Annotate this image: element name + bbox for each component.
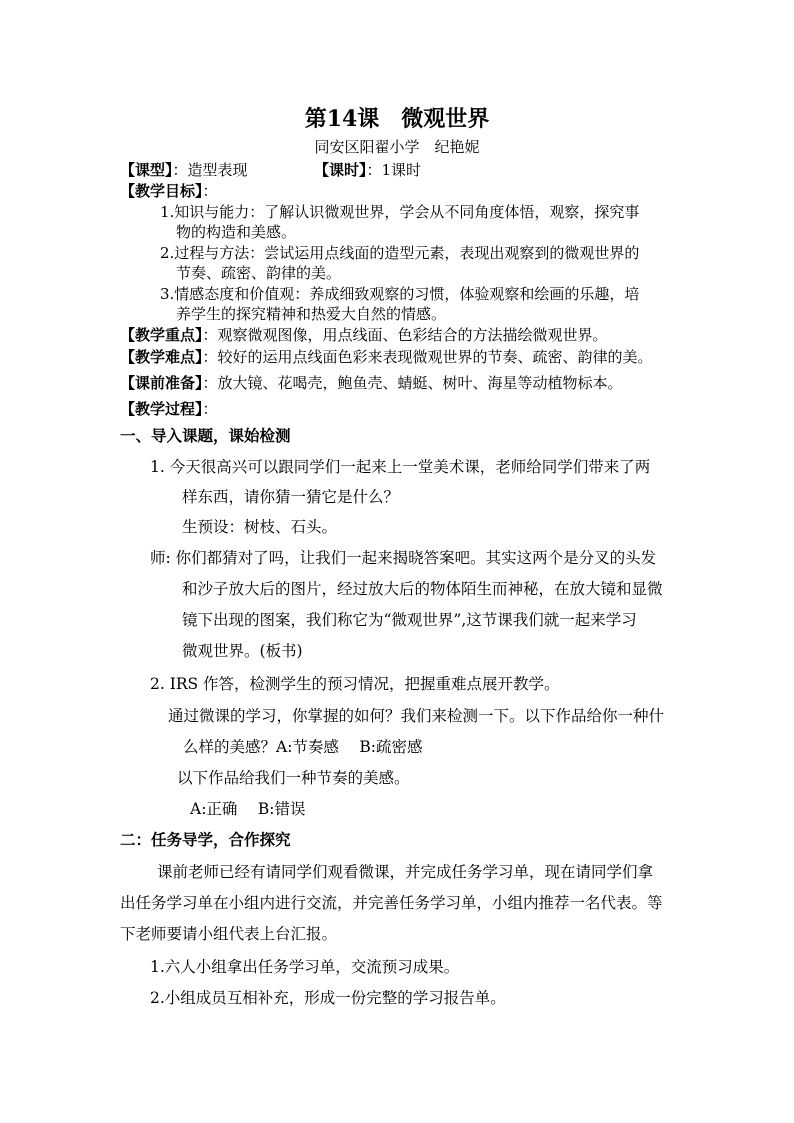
key-point-value: ：观察微观图像，用点线面、色彩结合的方法描绘微观世界。 (202, 326, 608, 344)
objective-2-line-a: 2.过程与方法：尝试运用点线面的造型元素，表现出观察到的微观世界的 (160, 244, 640, 262)
lesson-type-line (120, 160, 248, 180)
paragraph-1-line-b: 样东西，请你猜一猜它是什么？ (182, 488, 400, 506)
section-1-heading: 一、导入课题，课始检测 (120, 426, 291, 445)
process-line (120, 399, 218, 419)
paragraph-1-line-c: 生预设：树枝、石头。 (182, 518, 338, 536)
process-label: 【教学过程】 (120, 400, 203, 418)
section-2-heading: 二：任务导学，合作探究 (120, 830, 291, 849)
objectives-line (120, 181, 218, 201)
objective-2-line-b: 节奏、疏密、韵律的美。 (176, 264, 342, 282)
preparation-value: ：放大镜、花喝壳，鲍鱼壳、蜻蜓、树叶、海星等动植物标本。 (202, 374, 623, 392)
paragraph-2-line-a: 师: 你们都猜对了吗，让我们一起来揭晓答案吧。其实这两个是分叉的头发 (150, 549, 657, 567)
paragraph-4-line-b: 么样的美感？A:节奏感 B:疏密感 (183, 738, 423, 756)
lesson-time-line (314, 160, 421, 180)
objective-3-line-b: 养学生的探究精神和热爱大自然的情感。 (176, 305, 447, 323)
objective-1-line-b: 物的构造和美感。 (176, 223, 297, 241)
objective-3-line-a: 3.情感态度和价值观：养成细致观察的习惯，体验观察和绘画的乐趣，培 (160, 285, 640, 303)
paragraph-5: 以下作品给我们一种节奏的美感。 (177, 769, 410, 787)
paragraph-7-line-b: 出任务学习单在小组内进行交流，并完善任务学习单，小组内推荐一名代表。等 (120, 894, 663, 912)
paragraph-8: 1.六人小组拿出任务学习单，交流预习成果。 (150, 958, 460, 976)
objective-1-line-a: 1.知识与能力：了解认识微观世界，学会从不同角度体悟，观察，探究事 (160, 203, 640, 221)
difficulty-value: ：较好的运用点线面色彩来表现微观世界的节奏、疏密、韵律的美。 (202, 348, 653, 366)
paragraph-6: A:正确 B:错误 (190, 800, 306, 818)
difficulty-line (120, 347, 653, 367)
preparation-label: 【课前准备】 (120, 374, 203, 392)
objectives-label: 【教学目标】 (120, 182, 203, 200)
lesson-type-label: 【课型】 (120, 161, 173, 179)
objectives-colon: ： (202, 182, 218, 200)
paragraph-3: 2. IRS 作答，检测学生的预习情况，把握重难点展开教学。 (150, 675, 560, 693)
lesson-title: 第14课 微观世界 (304, 106, 490, 132)
preparation-line (120, 373, 623, 393)
paragraph-2-line-c: 镜下出现的图案，我们称它为“微观世界”,这节课我们就一起来学习 (182, 611, 637, 629)
key-point-line (120, 325, 608, 345)
paragraph-9: 2.小组成员互相补充，形成一份完整的学习报告单。 (150, 989, 506, 1007)
author-line: 同安区阳翟小学 纪艳妮 (314, 138, 480, 156)
paragraph-4-line-a: 通过微课的学习，你掌握的如何？我们来检测一下。以下作品给你一种什 (168, 707, 665, 725)
paragraph-7-line-c: 下老师要请小组代表上台汇报。 (120, 925, 338, 943)
paragraph-1-line-a: 1. 今天很高兴可以跟同学们一起来上一堂美术课，老师给同学们带来了两 (150, 458, 651, 476)
paragraph-2-line-b: 和沙子放大后的图片，经过放大后的物体陌生而神秘，在放大镜和显微 (182, 580, 663, 598)
paragraph-2-line-d: 微观世界。(板书) (182, 642, 303, 660)
key-point-label: 【教学重点】 (120, 326, 203, 344)
lesson-time-label: 【课时】 (314, 161, 367, 179)
process-colon: ： (202, 400, 218, 418)
lesson-type-value: ：造型表现 (172, 161, 248, 179)
difficulty-label: 【教学难点】 (120, 348, 203, 366)
lesson-time-value: ：1课时 (366, 161, 422, 179)
paragraph-7-line-a: 课前老师已经有请同学们观看微课，并完成任务学习单，现在请同学们拿 (157, 863, 654, 881)
